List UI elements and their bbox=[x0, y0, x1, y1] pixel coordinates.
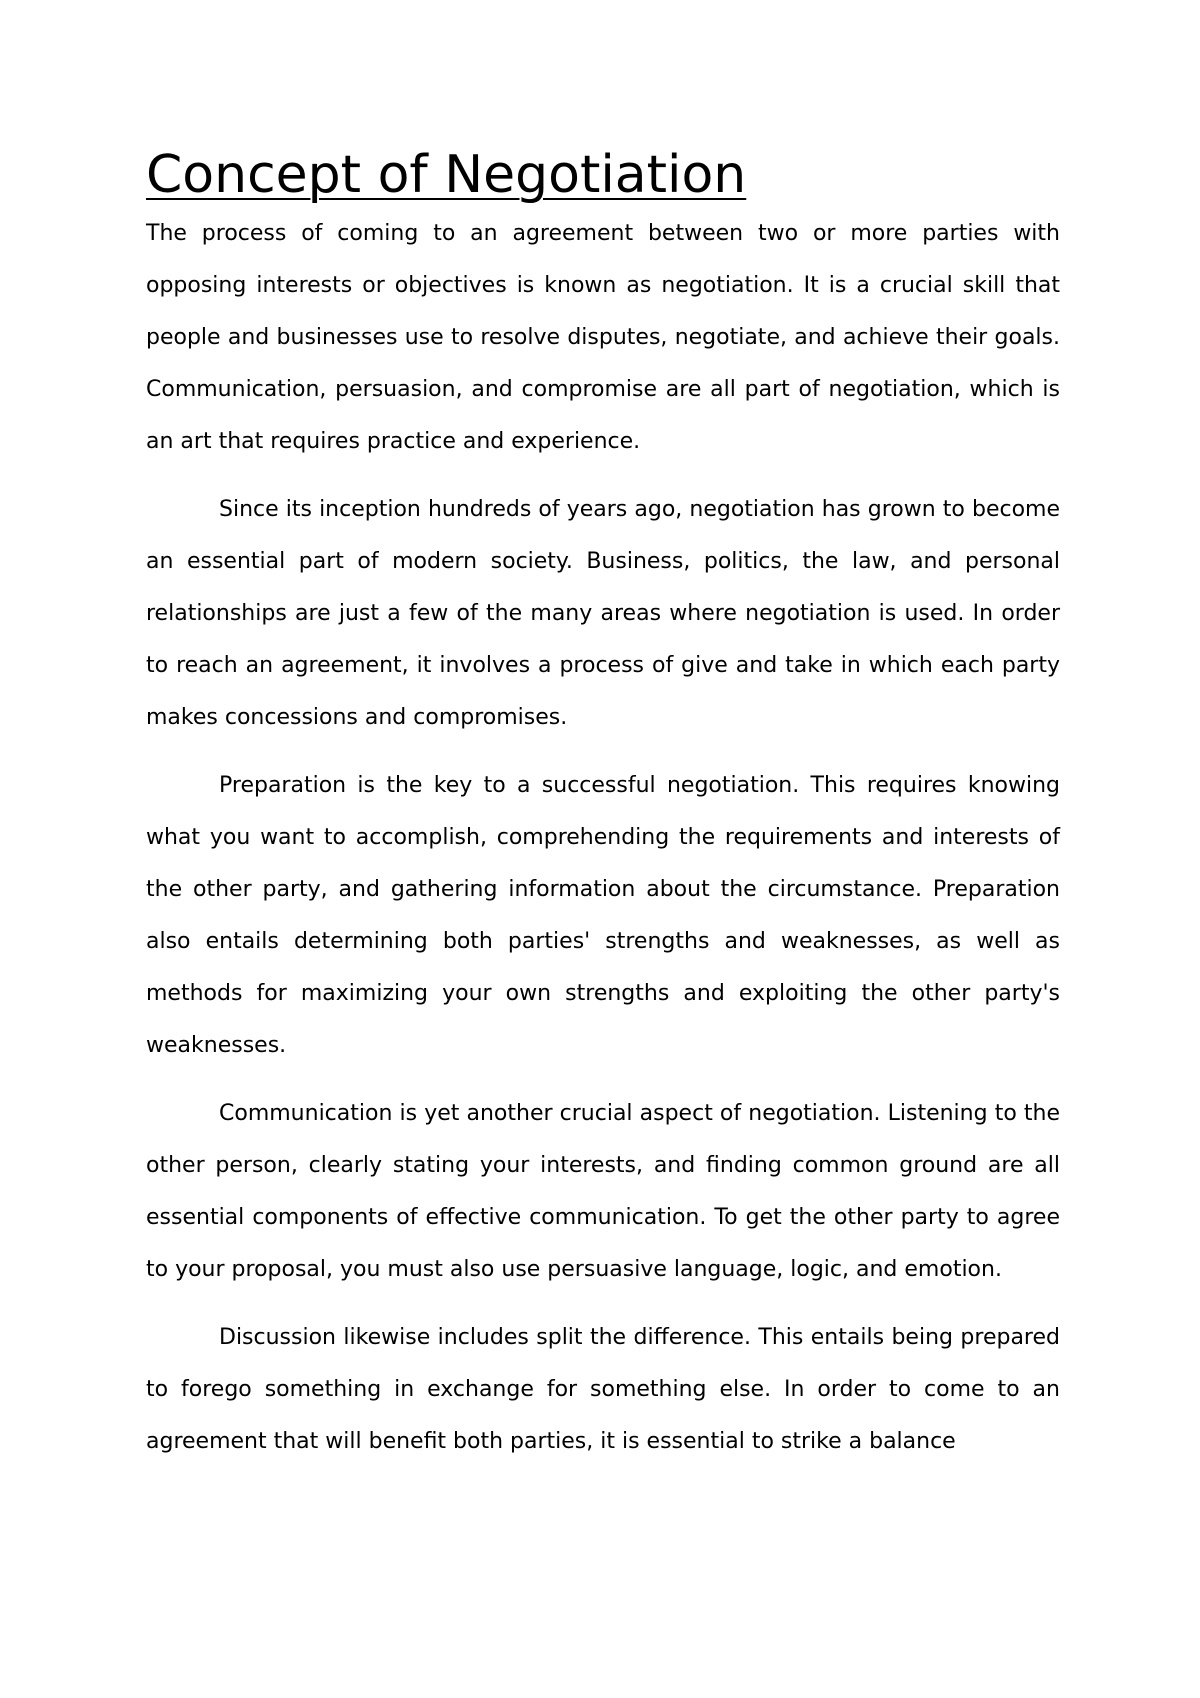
paragraph-communication: Communication is yet another crucial aspect of negotiation. Listening to the other person, clearly stating your interests, and finding common ground are all essential components of effective communication. To get the other party to agree to your proposal, you must also use persuasive language, logic, and emotion. bbox=[146, 1101, 1060, 1282]
paragraph-history: Since its inception hundreds of years ago, negotiation has grown to become an essential part of modern society. Business, politics, the law, and personal relationships are just a few of the many areas where negotiation is used. In order to reach an agreement, it involves a process of give and take in which each party makes concessions and compromises. bbox=[146, 497, 1060, 730]
paragraph-compromise: Discussion likewise includes split the difference. This entails being prepared to forego something in exchange for something else. In order to come to an agreement that will benefit both parties, it is essential to strike a balance bbox=[146, 1325, 1060, 1454]
paragraph-preparation: Preparation is the key to a successful negotiation. This requires knowing what you want to accomplish, comprehending the requirements and interests of the other party, and gathering information about the circumstance. Preparation also entails determining both parties' strengths and weaknesses, as well as methods for maximizing your own strengths and exploiting the other party's weaknesses. bbox=[146, 773, 1060, 1058]
paragraph-definition: The process of coming to an agreement between two or more parties with opposing interests or objectives is known as negotiation. It is a crucial skill that people and businesses use to resolve disputes, negotiate, and achieve their goals. Communication, persuasion, and compromise are all part of negotiation, which is an art that requires practice and experience. bbox=[146, 221, 1060, 454]
document-title: Concept of Negotiation bbox=[146, 145, 747, 205]
document-body bbox=[146, 142, 1060, 1468]
